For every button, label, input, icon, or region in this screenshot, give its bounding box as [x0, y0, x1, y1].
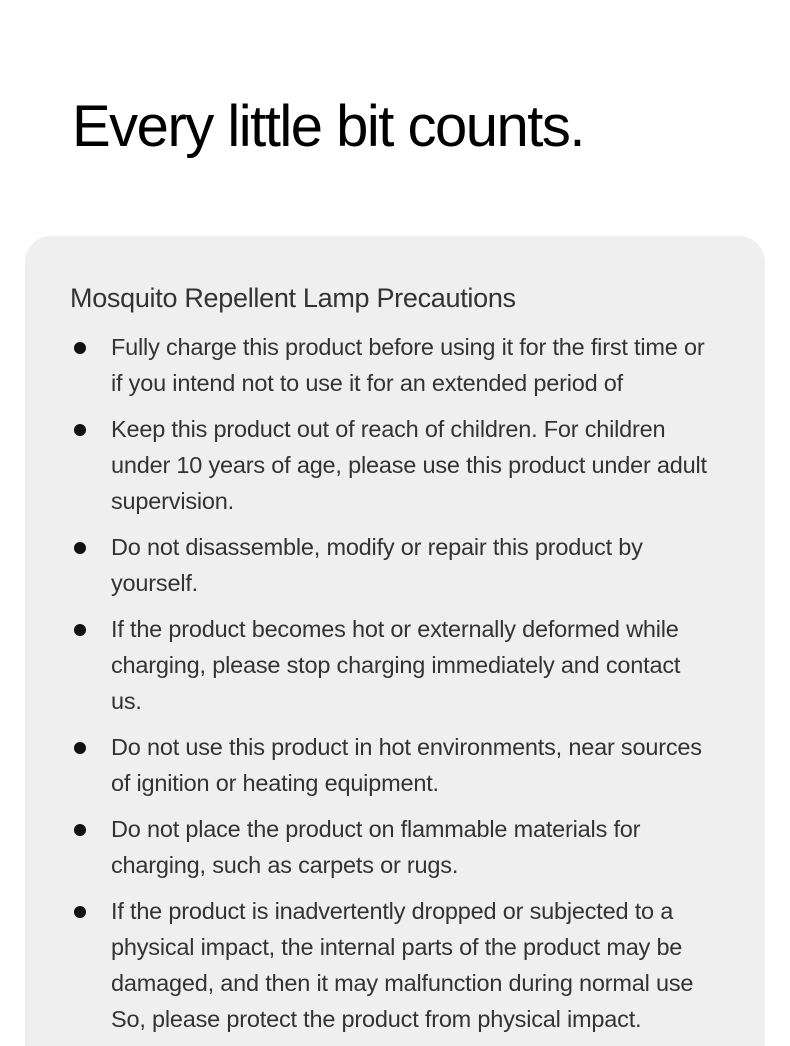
bullet-dot-icon	[74, 424, 86, 436]
precautions-title: Mosquito Repellent Lamp Precautions	[70, 283, 516, 313]
list-item-text: If the product is inadvertently dropped or subjected to a physical impact, the internal parts of the product may be damaged, and then it may malfunction during normal use So, please protect the product from physical impact.	[111, 898, 694, 1032]
list-item-text: Do not use this product in hot environments, near sources of ignition or heating equipment.	[111, 734, 702, 796]
bullet-dot-icon	[74, 742, 86, 754]
list-item	[70, 411, 713, 519]
bullet-dot-icon	[74, 542, 86, 554]
list-item-text: Keep this product out of reach of children. For children under 10 years of age, please use this product under adult supervision.	[111, 416, 707, 514]
bullet-dot-icon	[74, 342, 86, 354]
list-item-text: Do not place the product on flammable materials for charging, such as carpets or rugs.	[111, 816, 641, 878]
list-item	[70, 893, 713, 1037]
list-item-text: If the product becomes hot or externally deformed while charging, please stop charging immediately and contact us.	[111, 616, 681, 714]
bullet-dot-icon	[74, 624, 86, 636]
list-item	[70, 611, 713, 719]
list-item	[70, 811, 713, 883]
list-item	[70, 329, 713, 401]
precautions-list	[70, 329, 713, 1037]
bullet-dot-icon	[74, 906, 86, 918]
list-item-text: Do not disassemble, modify or repair this product by yourself.	[111, 534, 643, 596]
bullet-dot-icon	[74, 824, 86, 836]
list-item	[70, 529, 713, 601]
list-item-text: Fully charge this product before using it for the first time or if you intend not to use it for an extended period of	[111, 334, 705, 396]
list-item	[70, 729, 713, 801]
page-headline: Every little bit counts.	[72, 94, 584, 159]
precautions-card	[25, 236, 765, 1046]
